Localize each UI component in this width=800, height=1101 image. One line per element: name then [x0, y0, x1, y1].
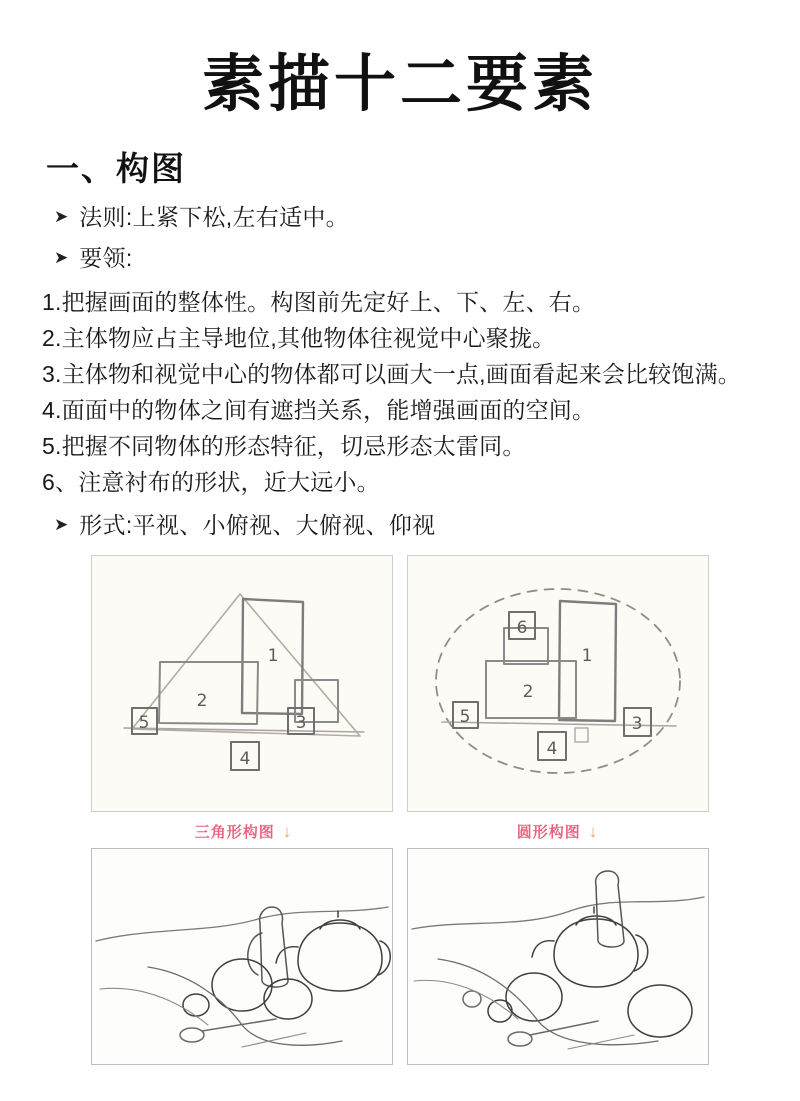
bullet-forms — [54, 510, 772, 541]
caption-row — [28, 818, 772, 844]
sketch-left-label-3: 3 — [295, 713, 307, 733]
sketch-triangle-svg — [92, 556, 392, 811]
point-5: 5.把握不同物体的形态特征，切忌形态太雷同。 — [42, 433, 526, 459]
photo-row — [28, 848, 772, 1065]
sketch-right-label-5: 5 — [459, 707, 471, 727]
sketch-right-label-4: 4 — [546, 739, 558, 759]
photo-triangle-svg — [92, 849, 392, 1064]
caption-circle-text: 圆形构图 — [516, 823, 581, 841]
photo-triangle-stilllife — [91, 848, 393, 1065]
bullet-key-points — [54, 243, 772, 274]
bullet-forms-text: 形式:平视、小俯视、大俯视、仰视 — [79, 512, 436, 538]
sketch-circle-svg — [408, 556, 708, 811]
sketch-right-label-1: 1 — [581, 646, 593, 666]
bullet-rule — [54, 202, 772, 233]
point-1: 1.把握画面的整体性。构图前先定好上、下、左、右。 — [42, 289, 596, 315]
point-6: 6、注意衬布的形状，近大远小。 — [42, 469, 380, 495]
document-page — [0, 34, 800, 1101]
sketch-row — [28, 555, 772, 812]
section-heading — [36, 141, 200, 192]
sketch-left-label-4: 4 — [239, 749, 251, 769]
point-2: 2.主体物应占主导地位,其他物体往视觉中心聚拢。 — [42, 325, 556, 351]
section-heading-wrap — [36, 141, 772, 192]
sketch-circle-composition — [407, 555, 709, 812]
bullet-key-points-text: 要领: — [79, 245, 133, 271]
sketch-right-label-3: 3 — [631, 714, 643, 734]
caption-circle — [407, 818, 707, 844]
arrow-icon: ➤ — [54, 207, 69, 226]
photo-circle-svg — [408, 849, 708, 1064]
figure-block — [28, 555, 772, 1065]
photo-circle-stilllife — [407, 848, 709, 1065]
caption-triangle-text: 三角形构图 — [194, 823, 275, 841]
point-3: 3.主体物和视觉中心的物体都可以画大一点,画面看起来会比较饱满。 — [42, 361, 741, 387]
sketch-triangle-composition — [91, 555, 393, 812]
section-heading-text: 一、构图 — [46, 150, 186, 187]
sketch-right-label-2: 2 — [522, 682, 534, 702]
sketch-right-label-6: 6 — [516, 618, 528, 638]
sketch-left-label-2: 2 — [196, 691, 208, 711]
page-title: 素描十二要素 — [201, 47, 598, 120]
bullet-rule-text: 法则:上紧下松,左右适中。 — [79, 204, 349, 230]
arrow-icon: ➤ — [54, 248, 69, 267]
down-arrow-icon: ↓ — [588, 821, 598, 841]
sketch-left-label-5: 5 — [138, 713, 150, 733]
sketch-left-label-1: 1 — [267, 646, 279, 666]
point-4: 4.面面中的物体之间有遮挡关系，能增强画面的空间。 — [42, 397, 596, 423]
caption-triangle — [93, 818, 393, 844]
down-arrow-icon: ↓ — [282, 821, 292, 841]
arrow-icon: ➤ — [54, 515, 69, 534]
